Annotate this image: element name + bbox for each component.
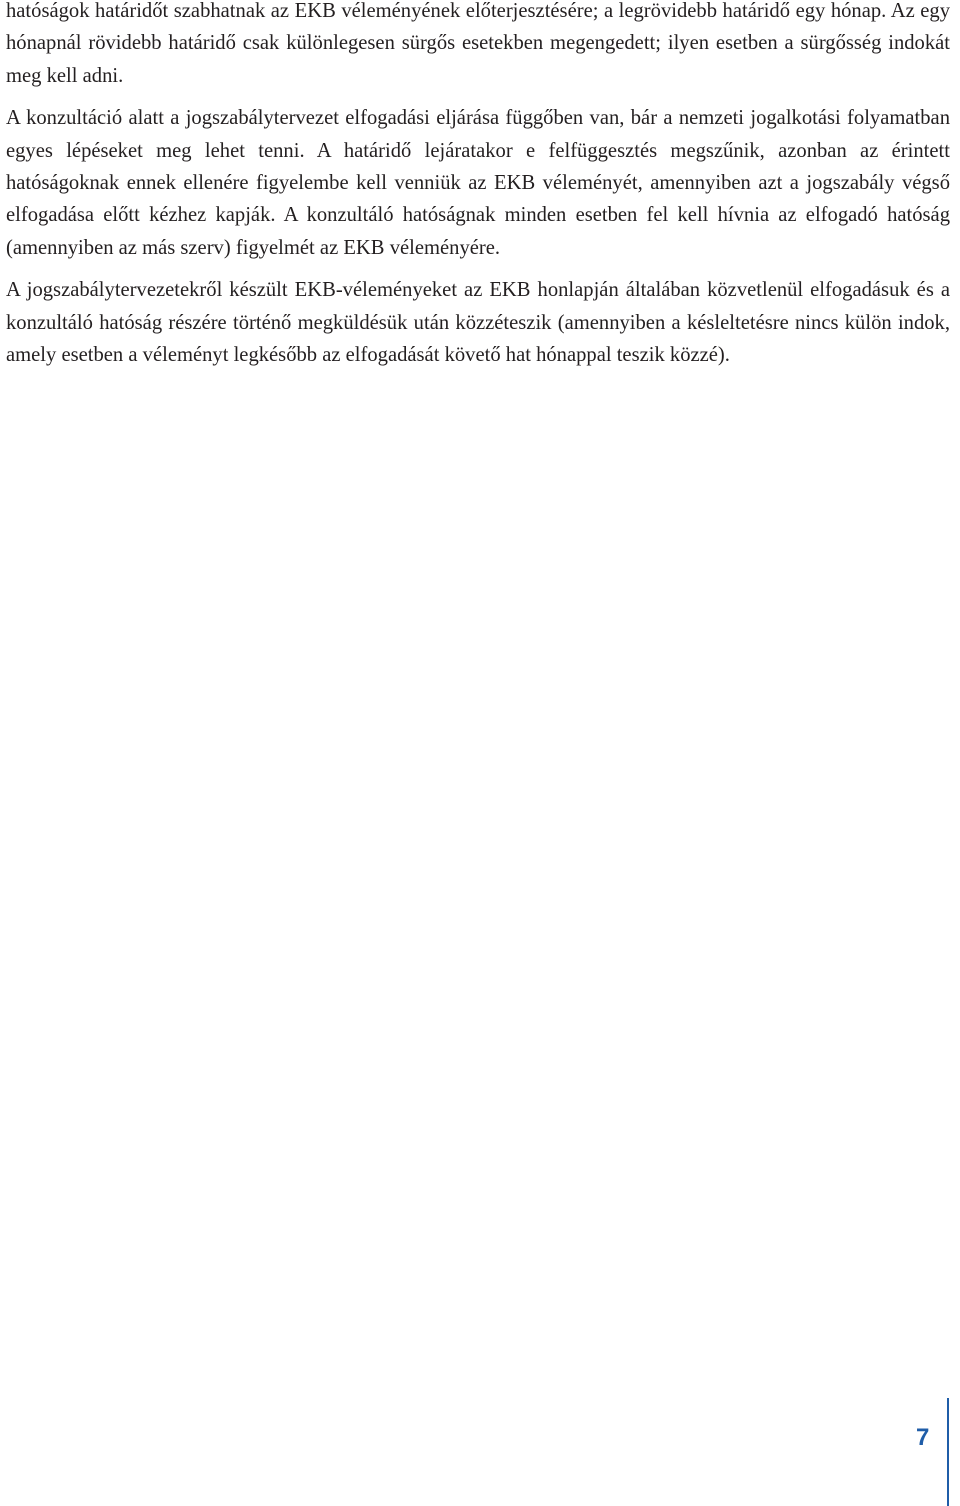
page-number-rule (947, 1398, 949, 1506)
page-number: 7 (916, 1424, 930, 1451)
paragraph-2: A konzultáció alatt a jogszabálytervezet elfogadási eljárása függőben van, bár a nemzeti jogalkotási folyamatban egyes lépéseket meg lehet tenni. A határidő lejáratakor e felfüggesztés megszűnik, azonban az érintett hatóságoknak ennek ellenére figyelembe kell venniük az EKB véleményét, amennyiben azt a jogszabály végső elfogadása előtt kézhez kapják. A konzultáló hatóságnak minden esetben fel kell hívnia az elfogadó hatóság (amennyiben az más szerv) figyelmét az EKB véleményére. (6, 107, 950, 259)
document-body (6, 0, 950, 381)
paragraph-1: hatóságok határidőt szabhatnak az EKB véleményének előterjesztésére; a legrövidebb határidő egy hónap. Az egy hónapnál rövidebb határidő csak különlegesen sürgős esetekben megengedett; ilyen esetben a sürgősség indokát meg kell adni. (6, 0, 950, 87)
paragraph-3: A jogszabálytervezetekről készült EKB-véleményeket az EKB honlapján általában közvetlenül elfogadásuk és a konzultáló hatóság részére történő megküldésük után közzéteszik (amennyiben a késleltetésre nincs külön indok, amely esetben a véleményt legkésőbb az elfogadását követő hat hónappal teszik közzé). (6, 279, 950, 367)
